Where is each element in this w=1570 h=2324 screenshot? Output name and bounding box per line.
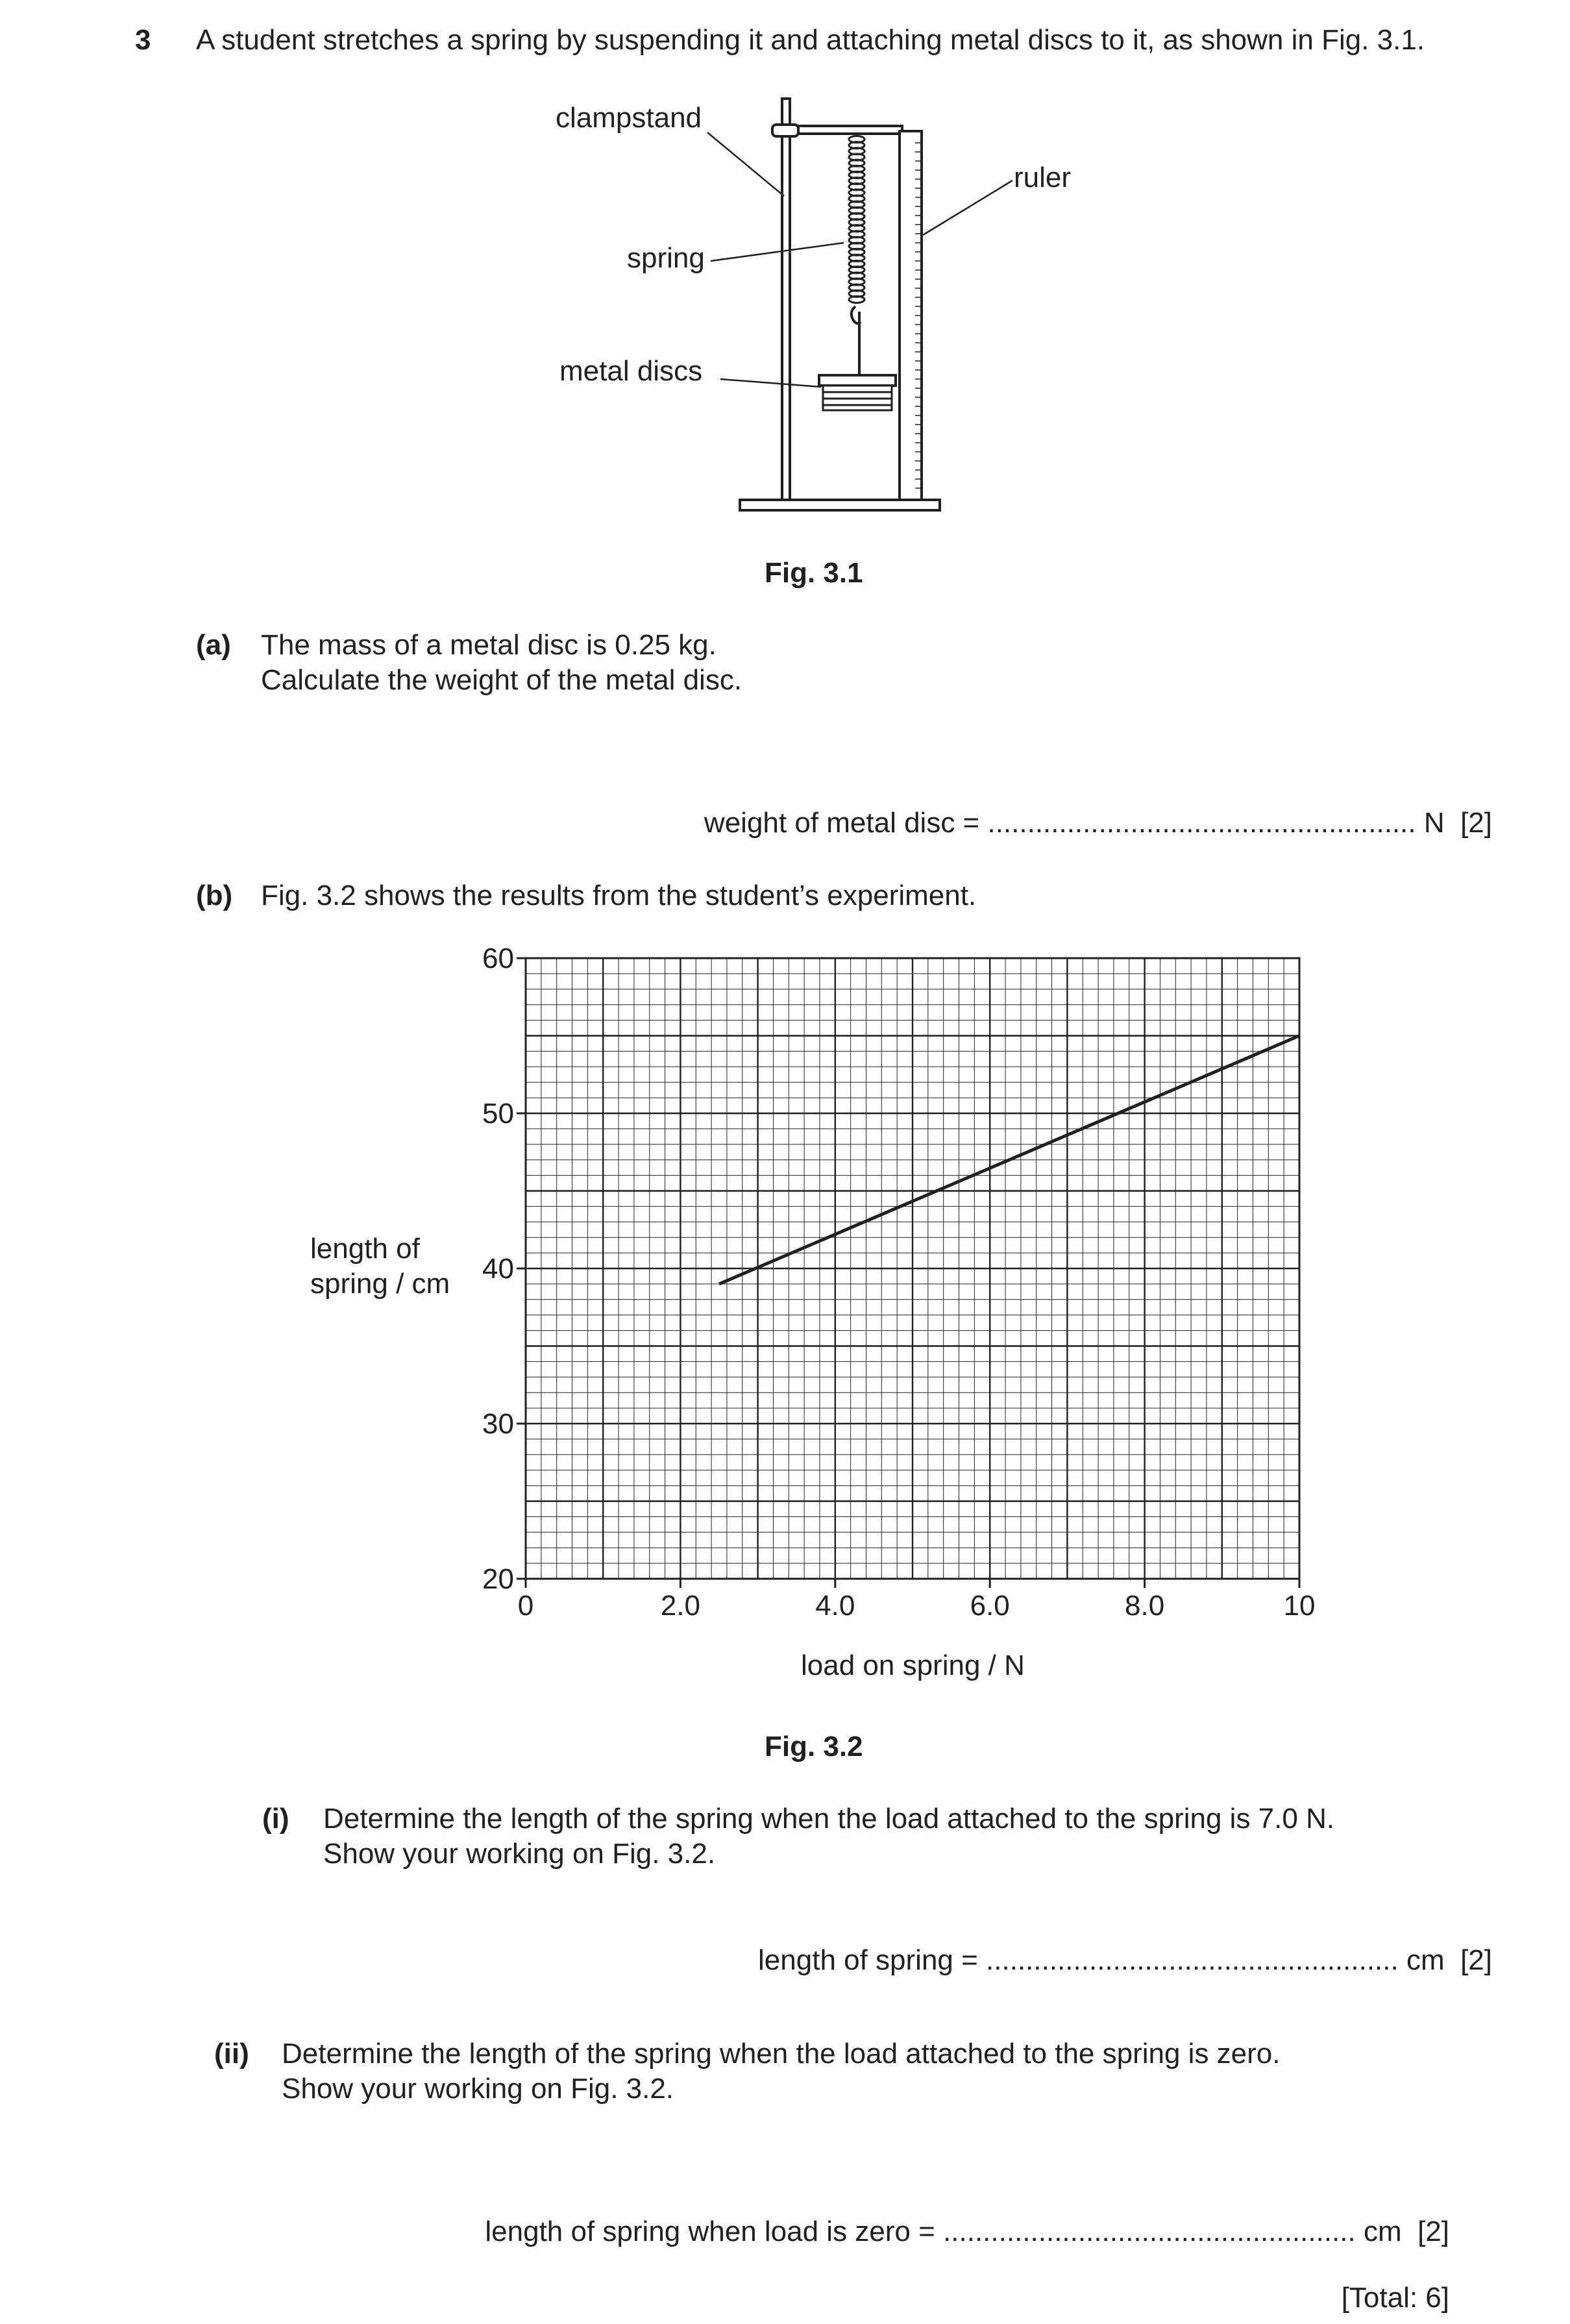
y-tick-label: 30 [482,1408,514,1440]
part-a-line1: The mass of a metal disc is 0.25 kg. [261,629,717,661]
axis-ticks [517,958,1299,1588]
y-tick-label: 20 [482,1563,514,1595]
label-clampstand: clampstand [556,102,702,134]
question-number: 3 [135,24,151,56]
answer-space[interactable]: .................................................... [943,2216,1356,2247]
clampstand-rod [782,99,790,500]
grid-major-lines [526,958,1299,1579]
label-ruler: ruler [1014,162,1072,193]
metal-disc-top [819,375,896,386]
x-tick-label: 10 [1283,1590,1316,1622]
part-a-label: (a) [196,629,231,661]
y-tick-label: 40 [482,1253,514,1285]
part-b-label: (b) [196,880,233,911]
clamp-arm [798,126,902,134]
answer-prefix: length of spring = [758,1944,987,1976]
y-axis-label-line2: spring / cm [310,1268,450,1300]
marks: [2] [1460,807,1492,839]
part-a-line2: Calculate the weight of the metal disc. [261,664,742,696]
x-tick-label: 0 [517,1590,534,1622]
metal-discs-leader [720,379,821,387]
data-series [719,1036,1299,1284]
x-tick-label: 4.0 [815,1590,855,1622]
x-axis-label: load on spring / N [801,1650,1025,1681]
spring-coils [849,136,865,303]
part-bii-line1: Determine the length of the spring when the load attached to the spring is zero. [282,2038,1281,2070]
fig31-caption: Fig. 3.1 [765,557,863,589]
clampstand-base [740,500,940,510]
part-bi-answer-line [758,1944,1492,1977]
tick-labels [482,943,1315,1622]
part-bii-line2: Show your working on Fig. 3.2. [282,2073,674,2105]
x-tick-label: 2.0 [660,1590,700,1622]
clamp-boss [772,125,798,136]
answer-unit: cm [1406,1944,1445,1976]
total-marks: [Total: 6] [1341,2282,1449,2314]
answer-space[interactable]: ...................................................... [987,807,1416,839]
grid-minor-lines [526,958,1299,1579]
part-bi-line1: Determine the length of the spring when the load attached to the spring is 7.0 N. [323,1803,1335,1835]
spring-apparatus-diagram [545,84,1012,526]
label-spring: spring [627,242,705,274]
answer-space[interactable]: .................................................... [986,1944,1399,1976]
series-line [719,1036,1299,1284]
question-intro: A student stretches a spring by suspending it and attaching metal discs to it, as shown in Fig. 3.1. [196,24,1425,56]
y-tick-label: 60 [482,943,514,974]
answer-prefix: length of spring when load is zero = [485,2216,944,2247]
part-bii-label: (ii) [214,2038,249,2070]
marks: [2] [1460,1944,1492,1976]
x-tick-label: 6.0 [970,1590,1010,1622]
part-b-text: Fig. 3.2 shows the results from the student’s experiment. [261,880,977,911]
answer-unit: N [1423,807,1445,839]
fig32-caption: Fig. 3.2 [765,1731,863,1762]
y-tick-label: 50 [482,1098,514,1130]
metal-disc-bottom [823,405,892,410]
part-a-answer-line [704,806,1492,840]
answer-prefix: weight of metal disc = [704,807,988,839]
ruler-leader [923,180,1012,235]
clampstand-leader [707,132,784,196]
label-metal-discs: metal discs [559,355,703,387]
marks: [2] [1417,2216,1449,2247]
part-bi-line2: Show your working on Fig. 3.2. [323,1838,716,1870]
part-bi-label: (i) [262,1803,289,1835]
part-bii-answer-line [485,2215,1449,2249]
x-tick-label: 8.0 [1125,1590,1165,1622]
answer-unit: cm [1363,2216,1402,2247]
spring-leader [711,243,844,261]
plot-frame [526,958,1299,1579]
y-axis-label-line1: length of [310,1233,420,1265]
